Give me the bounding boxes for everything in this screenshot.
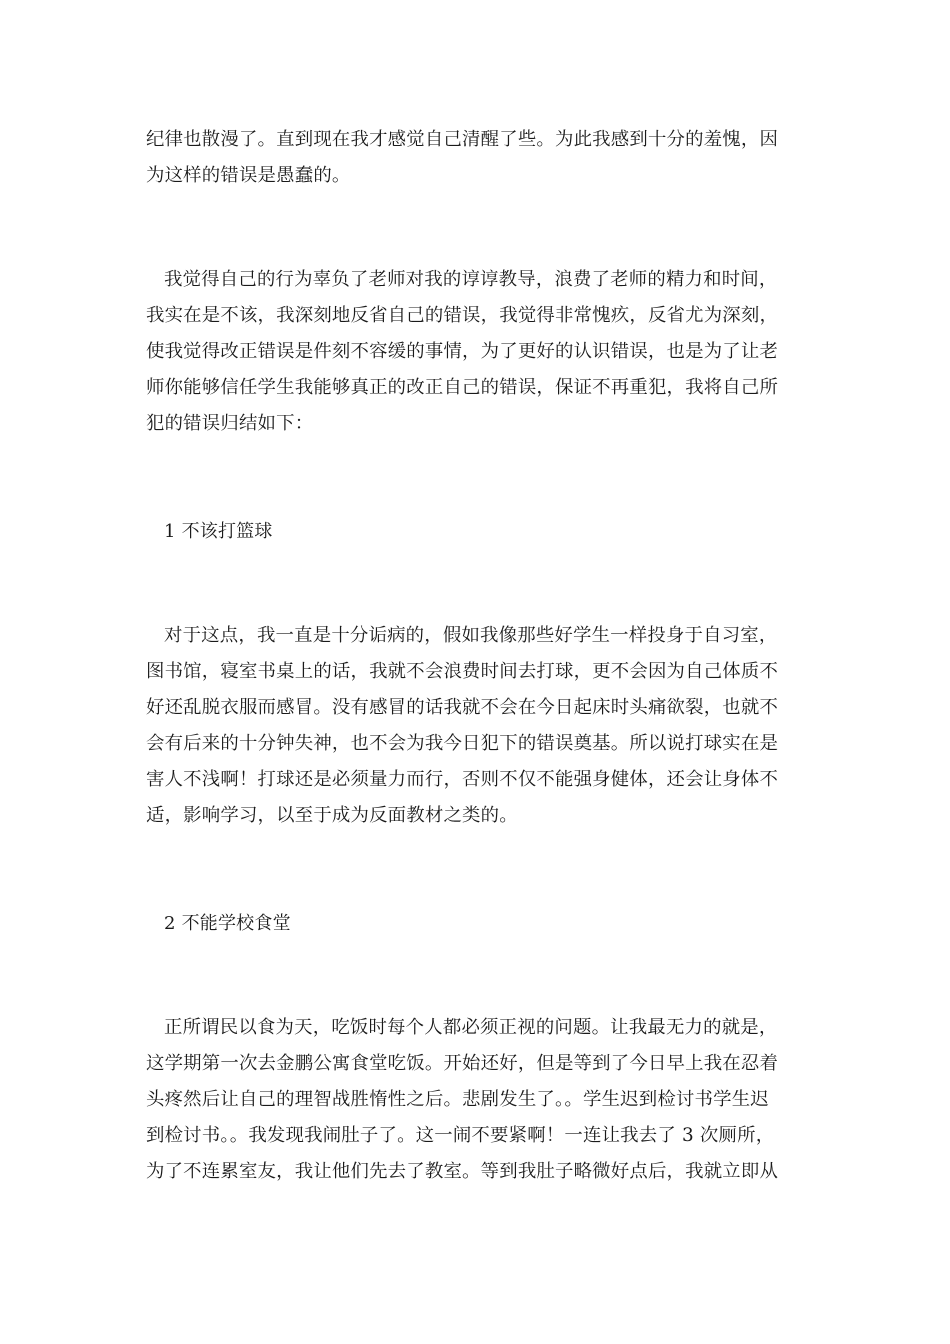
section-heading-1: 1 不该打篮球	[164, 521, 273, 542]
paragraph-1-line-2: 为这样的错误是愚蠢的。	[146, 165, 351, 186]
paragraph-2-line-5: 犯的错误归结如下：	[146, 413, 314, 434]
paragraph-2-line-3: 使我觉得改正错误是件刻不容缓的事情，为了更好的认识错误，也是为了让老	[146, 341, 779, 362]
paragraph-4-line-1: 正所谓民以食为天，吃饭时每个人都必须正视的问题。让我最无力的就是，	[164, 1017, 778, 1038]
section-heading-2: 2 不能学校食堂	[164, 913, 291, 934]
paragraph-4-line-5: 为了不连累室友，我让他们先去了教室。等到我肚子略微好点后，我就立即从	[146, 1161, 779, 1182]
paragraph-3-line-5: 害人不浅啊！打球还是必须量力而行，否则不仅不能强身健体，还会让身体不	[146, 769, 779, 790]
paragraph-3-line-6: 适，影响学习，以至于成为反面教材之类的。	[146, 805, 518, 826]
paragraph-4-line-4: 到检讨书。。我发现我闹肚子了。这一闹不要紧啊！一连让我去了 3 次厕所，	[146, 1125, 775, 1146]
paragraph-3-line-2: 图书馆，寝室书桌上的话，我就不会浪费时间去打球，更不会因为自己体质不	[146, 661, 779, 682]
paragraph-2-line-1: 我觉得自己的行为辜负了老师对我的谆谆教导，浪费了老师的精力和时间，	[164, 269, 778, 290]
paragraph-2-line-4: 师你能够信任学生我能够真正的改正自己的错误，保证不再重犯，我将自己所	[146, 377, 779, 398]
paragraph-2-line-2: 我实在是不该，我深刻地反省自己的错误，我觉得非常愧疚，反省尤为深刻，	[146, 305, 779, 326]
paragraph-3-line-4: 会有后来的十分钟失神，也不会为我今日犯下的错误奠基。所以说打球实在是	[146, 733, 779, 754]
paragraph-1-line-1: 纪律也散漫了。直到现在我才感觉自己清醒了些。为此我感到十分的羞愧，因	[146, 129, 779, 150]
paragraph-4-line-2: 这学期第一次去金鹏公寓食堂吃饭。开始还好，但是等到了今日早上我在忍着	[146, 1053, 779, 1074]
paragraph-3-line-3: 好还乱脱衣服而感冒。没有感冒的话我就不会在今日起床时头痛欲裂，也就不	[146, 697, 779, 718]
paragraph-3-line-1: 对于这点，我一直是十分诟病的，假如我像那些好学生一样投身于自习室，	[164, 625, 778, 646]
paragraph-4-line-3: 头疼然后让自己的理智战胜惰性之后。悲剧发生了。。学生迟到检讨书学生迟	[146, 1089, 769, 1110]
